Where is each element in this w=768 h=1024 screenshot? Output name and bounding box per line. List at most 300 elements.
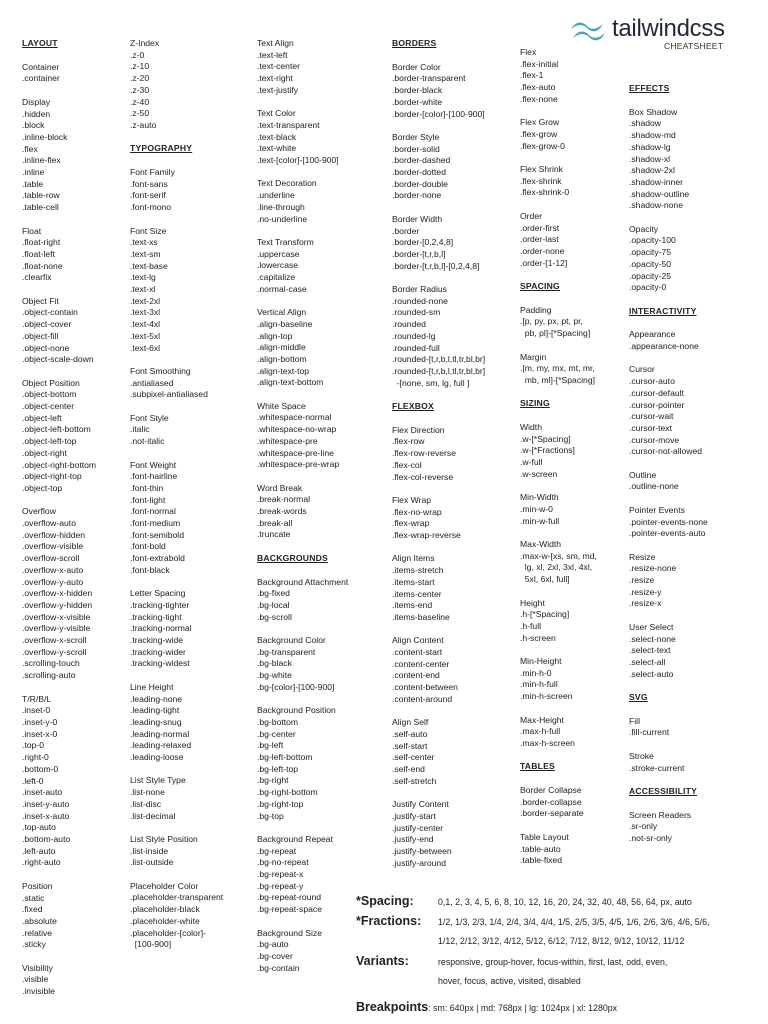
class-item: .object-left-top xyxy=(22,436,77,447)
column-borders-flexbox xyxy=(392,38,485,881)
class-item: .break-all xyxy=(257,517,293,528)
group-heading: Align Content xyxy=(392,635,444,646)
class-item: .content-between xyxy=(392,682,458,693)
class-item: .invisible xyxy=(22,986,55,997)
class-item: .min-w-full xyxy=(520,515,560,526)
class-item: .bg-repeat-space xyxy=(257,904,322,915)
class-item: .font-normal xyxy=(130,506,176,517)
class-item: .text-left xyxy=(257,49,288,60)
class-item: .bg-local xyxy=(257,599,290,610)
class-item: .shadow-lg xyxy=(629,141,671,152)
class-item: .tracking-tight xyxy=(130,611,182,622)
class-item: .align-text-top xyxy=(257,365,310,376)
group-border-width xyxy=(392,214,485,273)
group-align-content xyxy=(392,635,485,705)
group-heading: Outline xyxy=(629,469,657,480)
class-item: .items-start xyxy=(392,576,435,587)
class-item: .flex-none xyxy=(520,93,558,104)
group-box-shadow xyxy=(629,107,708,212)
group-heading: Box Shadow xyxy=(629,106,678,117)
class-item: .text-3xl xyxy=(130,307,161,318)
group-heading: Position xyxy=(22,880,53,891)
class-item: .bg-auto xyxy=(257,939,289,950)
group-outline xyxy=(629,470,708,493)
group-resize xyxy=(629,552,708,611)
group-heading: Height xyxy=(520,597,545,608)
column-zindex-typography xyxy=(130,38,223,963)
class-item: .whitespace-pre xyxy=(257,435,318,446)
class-item: .text-right xyxy=(257,73,293,84)
class-item: .overflow-hidden xyxy=(22,529,86,540)
class-item: .text-black xyxy=(257,131,297,142)
class-item: .bg-top xyxy=(257,810,284,821)
class-item: .table-row xyxy=(22,190,60,201)
class-item: .self-stretch xyxy=(392,775,437,786)
class-item: .resize-y xyxy=(629,586,662,597)
class-item: .flex-shrink-0 xyxy=(520,187,570,198)
class-item: .lowercase xyxy=(257,260,299,271)
group-heading: Border Width xyxy=(392,213,443,224)
class-item: .order-last xyxy=(520,234,559,245)
group-heading: List Style Position xyxy=(130,833,198,844)
variants-values-1: responsive, group-hover, focus-within, first, last, odd, even, xyxy=(438,957,668,967)
group-opacity xyxy=(629,224,708,294)
class-item: .float-left xyxy=(22,248,55,259)
class-item: .top-auto xyxy=(22,822,56,833)
class-item: .fixed xyxy=(22,904,43,915)
class-item: .relative xyxy=(22,927,53,938)
class-item: .z-30 xyxy=(130,84,150,95)
class-item: .overflow-y-hidden xyxy=(22,599,93,610)
class-item: .inset-y-0 xyxy=(22,716,58,727)
class-item: .overflow-x-scroll xyxy=(22,635,87,646)
class-item: .bg-repeat-x xyxy=(257,869,304,880)
group-heading: Overflow xyxy=(22,506,56,517)
class-item: .bg-no-repeat xyxy=(257,857,309,868)
group-heading: Background Attachment xyxy=(257,576,349,587)
class-item: .z-50 xyxy=(130,108,150,119)
class-item: .rounded-[t,r,b,l,tl,tr,bl,br] xyxy=(392,354,486,365)
class-item: .flex-shrink xyxy=(520,175,562,186)
class-item: .flex xyxy=(22,143,38,154)
class-item: .shadow-md xyxy=(629,130,676,141)
class-item: 5xl, 6xl, full] xyxy=(520,574,570,585)
class-item: .max-h-screen xyxy=(520,737,575,748)
class-item: .opacity-50 xyxy=(629,258,672,269)
breakpoints-label: Breakpoints xyxy=(356,1000,429,1014)
class-item: .font-extrabold xyxy=(130,553,185,564)
footer-legend xyxy=(356,896,760,1020)
class-item: .overflow-x-visible xyxy=(22,611,91,622)
group-heading: Flex Wrap xyxy=(392,494,431,505)
class-item: .table-fixed xyxy=(520,855,563,866)
class-item: .stroke-current xyxy=(629,762,685,773)
group-font-weight xyxy=(130,460,223,577)
class-item: .items-end xyxy=(392,600,433,611)
class-item: .overflow-auto xyxy=(22,518,76,529)
class-item: .inset-auto xyxy=(22,787,63,798)
class-item: .outline-none xyxy=(629,481,679,492)
class-item: .justify-center xyxy=(392,822,444,833)
class-item: .object-top xyxy=(22,482,63,493)
group-heading: Background Color xyxy=(257,635,326,646)
group-heading: Stroke xyxy=(629,750,654,761)
class-item: .content-start xyxy=(392,647,443,658)
group-heading: Background Size xyxy=(257,927,322,938)
class-item: .italic xyxy=(130,424,150,435)
class-item: .select-all xyxy=(629,656,666,667)
class-item: .justify-between xyxy=(392,845,452,856)
group-heading: Flex xyxy=(520,47,537,57)
class-item: .table-cell xyxy=(22,202,59,213)
group-heading: Line Height xyxy=(130,681,174,692)
class-item: .bottom-auto xyxy=(22,834,71,845)
group-heading: Text Decoration xyxy=(257,178,317,189)
class-item: .z-20 xyxy=(130,73,150,84)
class-item: .left-auto xyxy=(22,845,56,856)
class-item: .align-top xyxy=(257,330,293,341)
class-item: .float-right xyxy=(22,237,61,248)
group-letter-spacing xyxy=(130,588,223,670)
group-max-width xyxy=(520,539,597,586)
class-item: .order-none xyxy=(520,245,565,256)
class-item: .fill-current xyxy=(629,727,670,738)
class-item: .items-stretch xyxy=(392,565,444,576)
class-item: .rounded-full xyxy=(392,342,440,353)
class-item: .subpixel-antialiased xyxy=(130,389,208,400)
spacing-label: *Spacing: xyxy=(356,894,414,908)
group-visibility xyxy=(22,963,96,998)
class-item: .bg-black xyxy=(257,658,292,669)
group-text-color xyxy=(257,108,348,167)
class-item: .rounded xyxy=(392,319,426,330)
class-item: .font-sans xyxy=(130,178,168,189)
class-item: .leading-loose xyxy=(130,752,184,763)
class-item: .scrolling-auto xyxy=(22,670,76,681)
class-item: .border-separate xyxy=(520,808,584,819)
class-item: .font-black xyxy=(130,564,170,575)
class-item: .overflow-y-visible xyxy=(22,623,91,634)
class-item: .break-normal xyxy=(257,494,311,505)
class-item: .bg-[color]-[100-900] xyxy=(257,681,335,692)
class-item: .uppercase xyxy=(257,248,300,259)
class-item: .shadow-xl xyxy=(629,153,671,164)
class-item: .bg-repeat-y xyxy=(257,880,304,891)
class-item: .text-lg xyxy=(130,272,156,283)
class-item: .border-[t,r,b,l] xyxy=(392,248,446,259)
class-item: .list-none xyxy=(130,787,165,798)
variants-values-2: hover, focus, active, visited, disabled xyxy=(438,976,581,986)
column-layout xyxy=(22,38,96,1010)
section-title-spacing: SPACING xyxy=(520,281,560,291)
class-item: .border-solid xyxy=(392,143,440,154)
class-item: lg, xl, 2xl, 3xl, 4xl, xyxy=(520,562,593,573)
group-heading: Vertical Align xyxy=(257,307,307,318)
section-title-interactivity: INTERACTIVITY xyxy=(629,305,697,316)
class-item: .bg-white xyxy=(257,670,292,681)
class-item: .border xyxy=(392,225,420,236)
group-text-transform xyxy=(257,237,348,296)
class-item: .content-around xyxy=(392,693,453,704)
group-heading: Font Family xyxy=(130,167,175,178)
column-effects-interactivity xyxy=(629,83,708,856)
group-border-collapse xyxy=(520,785,597,820)
class-item: .table xyxy=(22,178,44,189)
class-item: .placeholder-white xyxy=(130,915,200,926)
class-item: .rounded-sm xyxy=(392,307,441,318)
group-heading: Border Color xyxy=(392,61,441,72)
class-item: .h-[*Spacing] xyxy=(520,609,570,620)
group-heading: Float xyxy=(22,225,42,236)
class-item: .whitespace-pre-line xyxy=(257,447,334,458)
class-item: .object-right-bottom xyxy=(22,459,97,470)
class-item: .not-sr-only xyxy=(629,833,672,844)
group-z-index xyxy=(130,38,223,132)
class-item: .text-5xl xyxy=(130,330,161,341)
class-item: -[none, sm, lg, full ] xyxy=(392,377,470,388)
class-item: .left-0 xyxy=(22,775,44,786)
group-heading: User Select xyxy=(629,621,674,632)
class-item: .leading-tight xyxy=(130,705,180,716)
group-heading: Resize xyxy=(629,551,656,562)
class-item: .cursor-text xyxy=(629,422,672,433)
class-item: .overflow-x-auto xyxy=(22,564,84,575)
class-item: .flex-no-wrap xyxy=(392,506,442,517)
class-item: .min-w-0 xyxy=(520,503,553,514)
class-item: .not-italic xyxy=(130,436,165,447)
section-title-flexbox: FLEXBOX xyxy=(392,401,434,412)
class-item: .font-light xyxy=(130,494,166,505)
class-item: .hidden xyxy=(22,108,51,119)
logo-wordmark: tailwindcss xyxy=(612,15,725,42)
class-item: .self-auto xyxy=(392,728,428,739)
group-heading: Font Size xyxy=(130,225,167,236)
class-item: .bg-contain xyxy=(257,962,300,973)
class-item: .cursor-auto xyxy=(629,376,675,387)
class-item: .border-[color]-[100-900] xyxy=(392,108,485,119)
section-title-effects: EFFECTS xyxy=(629,83,670,93)
class-item: .bg-cover xyxy=(257,950,293,961)
group-margin xyxy=(520,352,597,387)
class-item: .bg-repeat xyxy=(257,845,297,856)
class-item: .bg-right-bottom xyxy=(257,787,318,798)
class-item: .bg-left-top xyxy=(257,763,299,774)
class-item: .w-full xyxy=(520,457,543,468)
class-item: .whitespace-normal xyxy=(257,412,332,423)
class-item: .font-semibold xyxy=(130,529,184,540)
group-object-fit xyxy=(22,296,96,366)
class-item: .flex-wrap xyxy=(392,518,430,529)
class-item: .tracking-wider xyxy=(130,646,186,657)
group-font-size xyxy=(130,226,223,355)
group-heading: Appearance xyxy=(629,329,676,340)
spacing-values: 0,1, 2, 3, 4, 5, 6, 8, 10, 12, 16, 20, 24, 32, 40, 48, 56, 64, px, auto xyxy=(438,897,692,907)
group-heading: Word Break xyxy=(257,482,303,493)
group-heading: Object Position xyxy=(22,377,80,388)
fractions-label: *Fractions: xyxy=(356,914,422,928)
group-position xyxy=(22,881,96,951)
group-white-space xyxy=(257,401,348,471)
class-item: [100-900] xyxy=(130,939,172,950)
group-heading: T/R/B/L xyxy=(22,693,52,704)
group-heading: Pointer Events xyxy=(629,504,685,515)
group-heading: Visibility xyxy=(22,962,53,973)
class-item: .object-left-bottom xyxy=(22,424,91,435)
class-item: .self-center xyxy=(392,752,435,763)
class-item: .sticky xyxy=(22,939,46,950)
class-item: .overflow-scroll xyxy=(22,553,80,564)
class-item: .min-h-full xyxy=(520,679,558,690)
group-stroke xyxy=(629,751,708,774)
group-heading: Fill xyxy=(629,715,640,726)
class-item: .leading-snug xyxy=(130,716,182,727)
group-placeholder-color xyxy=(130,881,223,951)
group-heading: Align Items xyxy=(392,553,435,564)
class-item: .tracking-tighter xyxy=(130,599,190,610)
class-item: .bg-scroll xyxy=(257,611,292,622)
group-max-height xyxy=(520,715,597,750)
class-item: .font-serif xyxy=(130,190,166,201)
class-item: .flex-col xyxy=(392,459,422,470)
class-item: .rounded-none xyxy=(392,295,448,306)
class-item: .underline xyxy=(257,190,295,201)
class-item: .inset-y-auto xyxy=(22,798,70,809)
class-item: .leading-normal xyxy=(130,728,190,739)
group-heading: Opacity xyxy=(629,223,659,234)
class-item: .normal-case xyxy=(257,283,307,294)
group-heading: Text Transform xyxy=(257,236,314,247)
class-item: .flex-initial xyxy=(520,58,559,69)
class-item: .[m, my, mx, mt, mr, xyxy=(520,363,595,374)
section-title-backgrounds: BACKGROUNDS xyxy=(257,552,328,563)
class-item: .align-text-bottom xyxy=(257,377,324,388)
class-item: .inline-flex xyxy=(22,155,61,166)
group-border-color xyxy=(392,62,485,121)
class-item: .object-none xyxy=(22,342,70,353)
group-heading: Text Color xyxy=(257,108,296,119)
group-heading: Justify Content xyxy=(392,799,449,810)
class-item: .object-scale-down xyxy=(22,354,94,365)
group-list-style-position xyxy=(130,834,223,869)
class-item: .text-xs xyxy=(130,237,158,248)
class-item: .inline xyxy=(22,167,45,178)
class-item: .absolute xyxy=(22,915,57,926)
class-item: .items-center xyxy=(392,588,442,599)
group-flex xyxy=(520,47,597,106)
group-heading: Min-Height xyxy=(520,656,562,666)
class-item: .shadow-2xl xyxy=(629,165,675,176)
class-item: .tracking-widest xyxy=(130,658,190,669)
class-item: .inset-x-auto xyxy=(22,810,70,821)
class-item: .border-double xyxy=(392,178,448,189)
group-heading: Table Layout xyxy=(520,831,569,842)
column-text-backgrounds xyxy=(257,38,348,986)
group-heading: Font Weight xyxy=(130,459,177,470)
breakpoints-values: : sm: 640px | md: 768px | lg: 1024px | xl: 1280px xyxy=(428,1003,618,1013)
fractions-values-1: 1/2, 1/3, 2/3, 1/4, 2/4, 3/4, 4/4, 1/5, 2/5, 3/5, 4/5, 1/6, 2/6, 3/6, 4/6, 5/6, xyxy=(438,917,710,927)
class-item: .align-bottom xyxy=(257,353,307,364)
class-item: .text-2xl xyxy=(130,295,161,306)
class-item: .inline-block xyxy=(22,131,68,142)
class-item: .capitalize xyxy=(257,272,296,283)
group-font-style xyxy=(130,413,223,448)
class-item: .font-hairline xyxy=(130,471,178,482)
class-item: .content-end xyxy=(392,670,440,681)
group-heading: Align Self xyxy=(392,717,429,728)
class-item: .flex-wrap-reverse xyxy=(392,530,461,541)
group-heading: Background Repeat xyxy=(257,833,333,844)
class-item: .cursor-default xyxy=(629,387,684,398)
class-item: .right-auto xyxy=(22,857,61,868)
class-item: .shadow-inner xyxy=(629,176,683,187)
class-item: .items-baseline xyxy=(392,611,450,622)
class-item: .bg-transparent xyxy=(257,646,316,657)
class-item: .border-dotted xyxy=(392,167,446,178)
class-item: .z-40 xyxy=(130,96,150,107)
class-item: .tracking-normal xyxy=(130,623,192,634)
group-vertical-align xyxy=(257,307,348,389)
class-item: .opacity-75 xyxy=(629,247,672,258)
group-heading: Font Style xyxy=(130,412,169,423)
group-heading: Placeholder Color xyxy=(130,880,199,891)
variants-label: Variants: xyxy=(356,954,409,968)
class-item: .rounded-lg xyxy=(392,330,436,341)
group-heading: Font Smoothing xyxy=(130,365,191,376)
group-table-layout xyxy=(520,832,597,867)
class-item: .flex-col-reverse xyxy=(392,471,454,482)
group-heading: Flex Shrink xyxy=(520,164,563,174)
group-heading: Letter Spacing xyxy=(130,588,186,599)
group-heading: Cursor xyxy=(629,364,655,375)
class-item: .text-base xyxy=(130,260,168,271)
class-item: .resize-none xyxy=(629,563,677,574)
class-item: .flex-1 xyxy=(520,70,544,81)
group-background-attachment xyxy=(257,577,348,624)
class-item: .flex-grow xyxy=(520,128,558,139)
section-title-typography: TYPOGRAPHY xyxy=(130,143,193,154)
class-item: .shadow-none xyxy=(629,200,683,211)
class-item: .appearance-none xyxy=(629,341,699,352)
class-item: .w-[*Spacing] xyxy=(520,433,571,444)
class-item: .placeholder-transparent xyxy=(130,892,224,903)
class-item: .font-mono xyxy=(130,202,172,213)
class-item: .order-first xyxy=(520,222,560,233)
class-item: .align-baseline xyxy=(257,318,313,329)
class-item: .static xyxy=(22,892,45,903)
class-item: .bg-repeat-round xyxy=(257,892,322,903)
group-heading: Screen Readers xyxy=(629,809,692,820)
class-item: .object-right-top xyxy=(22,471,82,482)
class-item: .inset-0 xyxy=(22,705,51,716)
class-item: .truncate xyxy=(257,529,291,540)
class-item: .bg-left-bottom xyxy=(257,752,313,763)
section-title-borders: BORDERS xyxy=(392,38,437,48)
group-heading: Flex Grow xyxy=(520,117,560,128)
class-item: .justify-start xyxy=(392,810,436,821)
group-user-select xyxy=(629,622,708,681)
class-item: .justify-end xyxy=(392,834,434,845)
class-item: .placeholder-[color]- xyxy=(130,927,206,938)
class-item: .text-xl xyxy=(130,284,156,295)
class-item: .whitespace-pre-wrap xyxy=(257,459,340,470)
group-container xyxy=(22,62,96,85)
class-item: .flex-grow-0 xyxy=(520,140,565,151)
group-border-radius xyxy=(392,284,485,389)
class-item: .text-sm xyxy=(130,248,161,259)
group-pointer-events xyxy=(629,505,708,540)
class-item: .bg-left xyxy=(257,740,284,751)
group-heading: Flex Direction xyxy=(392,424,445,435)
